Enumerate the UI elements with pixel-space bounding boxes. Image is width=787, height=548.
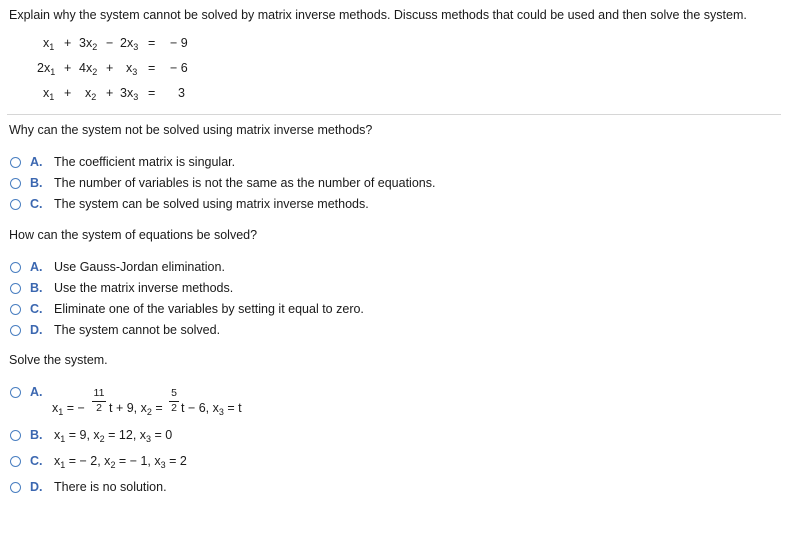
- q1-option-a[interactable]: [10, 154, 235, 170]
- radio-button[interactable]: [10, 387, 21, 398]
- radio-button[interactable]: [10, 430, 21, 441]
- option-text: The system can be solved using matrix inverse methods.: [54, 197, 369, 211]
- option-letter: C.: [30, 454, 43, 468]
- radio-button[interactable]: [10, 482, 21, 493]
- radio-button[interactable]: [10, 199, 21, 210]
- option-text: The number of variables is not the same as the number of equations.: [54, 176, 436, 190]
- option-text: $x_1$ = − 2, $x_2$ = − 1, $x_3 = 2$: [54, 454, 187, 470]
- option-text: The system cannot be solved.: [54, 323, 221, 337]
- q2-option-d[interactable]: [10, 322, 220, 338]
- option-text: Use the matrix inverse methods.: [54, 281, 234, 295]
- radio-button[interactable]: [10, 304, 21, 315]
- q1-option-c[interactable]: [10, 196, 369, 212]
- fraction-denominator: 2: [171, 402, 177, 414]
- fraction-denominator: 2: [96, 402, 102, 414]
- q3-option-c[interactable]: [10, 453, 187, 469]
- radio-button[interactable]: [10, 178, 21, 189]
- option-letter: D.: [30, 480, 43, 494]
- radio-button[interactable]: [10, 157, 21, 168]
- radio-button[interactable]: [10, 456, 21, 467]
- option-text: $x_1 = 9$, $x_2 = 12$, $x_3 = 0$: [54, 428, 173, 444]
- q1-option-b[interactable]: [10, 175, 435, 191]
- option-letter: D.: [30, 323, 43, 337]
- radio-button[interactable]: [10, 262, 21, 273]
- question-2: How can the system of equations be solved?: [9, 228, 258, 242]
- fraction-numerator: 5: [171, 387, 177, 399]
- option-letter: B.: [30, 176, 43, 190]
- option-letter: C.: [30, 302, 43, 316]
- q3-option-a[interactable]: [10, 384, 52, 400]
- option-text: Use Gauss-Jordan elimination.: [54, 260, 225, 274]
- problem-prompt: Explain why the system cannot be solved by matrix inverse methods. Discuss methods that could be used and then solve the system.: [9, 8, 747, 22]
- option-letter: C.: [30, 197, 43, 211]
- radio-button[interactable]: [10, 325, 21, 336]
- q2-option-a[interactable]: [10, 259, 225, 275]
- question-3: Solve the system.: [9, 353, 108, 367]
- q2-option-c[interactable]: [10, 301, 364, 317]
- question-1: Why can the system not be solved using matrix inverse methods?: [9, 123, 373, 137]
- fraction-numerator: 11: [93, 387, 105, 399]
- q3-option-d[interactable]: [10, 479, 167, 495]
- option-letter: B.: [30, 281, 43, 295]
- option-text: Eliminate one of the variables by setting it equal to zero.: [54, 302, 364, 316]
- option-text: There is no solution.: [54, 480, 167, 494]
- option-letter: A.: [30, 385, 43, 399]
- option-letter: B.: [30, 428, 43, 442]
- q2-option-b[interactable]: [10, 280, 233, 296]
- section-divider: [7, 114, 781, 115]
- radio-button[interactable]: [10, 283, 21, 294]
- q3-option-b[interactable]: [10, 427, 172, 443]
- option-letter: A.: [30, 155, 43, 169]
- option-text: The coefficient matrix is singular.: [54, 155, 236, 169]
- option-letter: A.: [30, 260, 43, 274]
